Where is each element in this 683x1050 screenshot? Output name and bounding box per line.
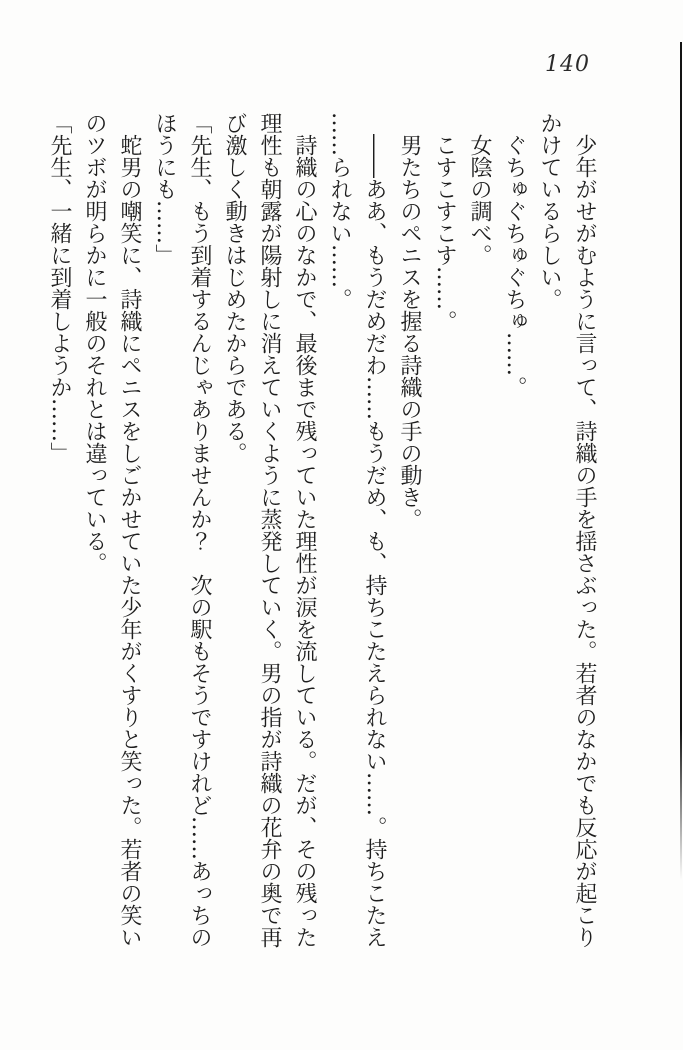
text-block: [42, 112, 602, 1022]
page-number: 140: [545, 52, 590, 77]
page-edge-rule: [680, 42, 682, 880]
text-line: 蛇男の嘲笑に、詩織にペニスをしごかせていた少年がくすりと笑った。若者の笑い: [117, 134, 142, 948]
text-line: こすこすこす……。: [432, 134, 457, 332]
text-line: 詩織の心のなかで、最後まで残っていた理性が涙を流している。だが、その残った: [292, 134, 317, 948]
text-line: 理性も朝露が陽射しに消えていくように蒸発していく。男の指が詩織の花弁の奥で再: [257, 112, 282, 948]
text-line: び激しく動きはじめたからである。: [222, 112, 247, 464]
text-line: ほうにも……」: [152, 112, 177, 266]
text-line: 「先生、もう到着するんじゃありませんか？ 次の駅もそうですけれど……あっちの: [187, 112, 212, 948]
text-line: 「先生、一緒に到着しようか……」: [47, 112, 72, 464]
text-line: ぐちゅぐちゅぐちゅ……。: [502, 134, 527, 398]
text-line: のツボが明らかに一般のそれとは違っている。: [82, 112, 107, 574]
text-line: ――ああ、もうだめだわ……もうだめ、も、持ちこたえられない……。持ちこたえ: [362, 134, 387, 948]
text-line: ……られない……。: [327, 112, 352, 310]
text-line: かけているらしい。: [537, 112, 562, 310]
text-line: 男たちのペニスを握る詩織の手の動き。: [397, 134, 422, 530]
text-line: 少年がせがむように言って、詩織の手を揺さぶった。若者のなかでも反応が起こり: [572, 134, 597, 948]
text-line: 女陰の調べ。: [467, 134, 492, 266]
